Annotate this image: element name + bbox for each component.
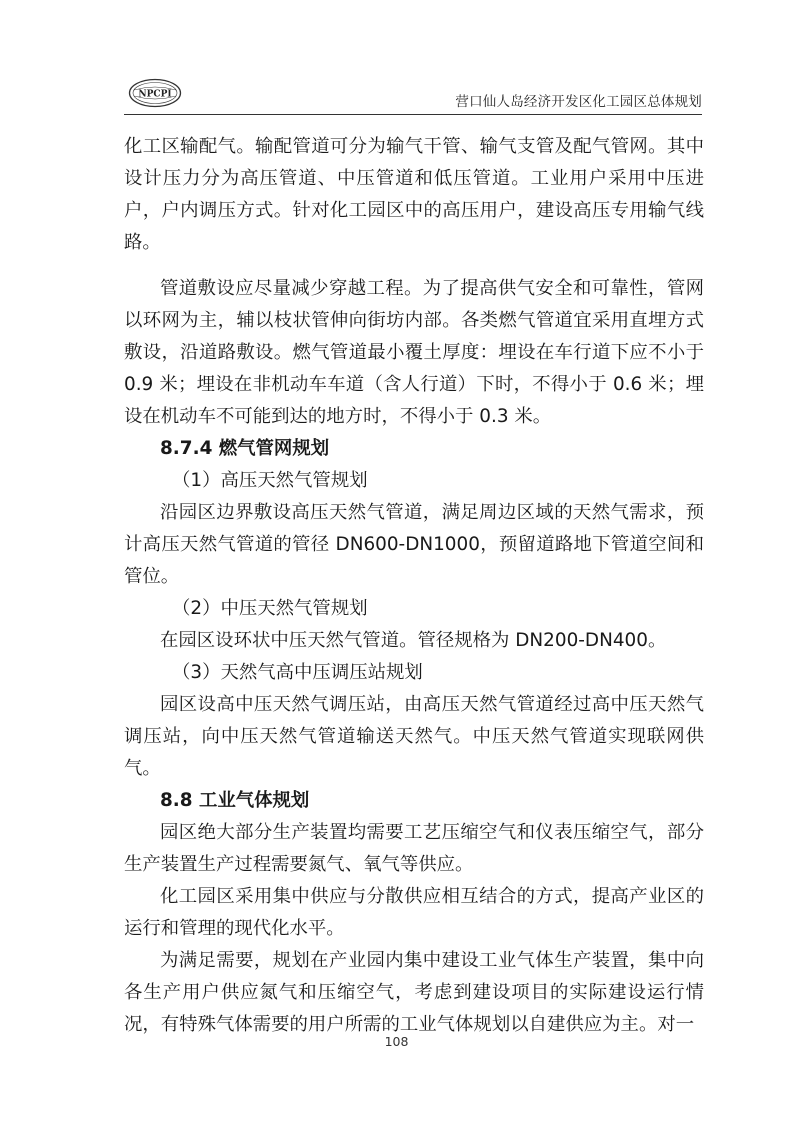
paragraph-supply-mode: 化工园区采用集中供应与分散供应相互结合的方式，提高产业区的运行和管理的现代化水平。 bbox=[124, 886, 704, 939]
subitem-high-pressure: （1）高压天然气管规划 bbox=[172, 470, 368, 491]
npcpi-logo bbox=[128, 78, 182, 108]
section-heading-gas-network: 8.7.4 燃气管网规划 bbox=[160, 438, 330, 459]
paragraph-high-pressure: 沿园区边界敷设高压天然气管道，满足周边区域的天然气需求，预计高压天然气管道的管径 DN600-DN1000，预留道路地下管道空间和管位。 bbox=[124, 502, 704, 587]
document-title: 营口仙人岛经济开发区化工园区总体规划 bbox=[455, 94, 702, 110]
subitem-regulator-station: （3）天然气高中压调压站规划 bbox=[172, 662, 423, 683]
paragraph-gas-plant: 为满足需要，规划在产业园内集中建设工业气体生产装置，集中向各生产用户供应氮气和压缩空气，考虑到建设项目的实际建设运行情况，有特殊气体需要的用户所需的工业气体规划以自建供应为主。对一 bbox=[124, 950, 704, 1035]
paragraph-gas-distribution: 化工区输配气。输配管道可分为输气干管、输气支管及配气管网。其中设计压力分为高压管道、中压管道和低压管道。工业用户采用中压进户，户内调压方式。针对化工园区中的高压用户，建设高压专用输气线路。 bbox=[124, 136, 704, 253]
paragraph-pipe-laying: 管道敷设应尽量减少穿越工程。为了提高供气安全和可靠性，管网以环网为主，辅以枝状管伸向街坊内部。各类燃气管道宜采用直埋方式敷设，沿道路敷设。燃气管道最小覆土厚度：埋设在车行道下应不小于0.9 米；埋设在非机动车车道（含人行道）下时，不得小于 0.6 米；埋设在机动车不可能到达的地方时，不得小于 0.3 米。 bbox=[124, 278, 704, 427]
page-header bbox=[124, 74, 702, 118]
paragraph-compressed-air: 园区绝大部分生产装置均需要工艺压缩空气和仪表压缩空气，部分生产装置生产过程需要氮气、氧气等供应。 bbox=[124, 822, 704, 875]
paragraph-medium-pressure: 在园区设环状中压天然气管道。管径规格为 DN200-DN400。 bbox=[160, 630, 667, 651]
page-number: 108 bbox=[384, 1034, 409, 1049]
page-body bbox=[124, 131, 704, 1041]
header-divider bbox=[124, 114, 702, 115]
paragraph-regulator-station: 园区设高中压天然气调压站，由高压天然气管道经过高中压天然气调压站，向中压天然气管道输送天然气。中压天然气管道实现联网供气。 bbox=[124, 694, 704, 779]
section-heading-industrial-gas: 8.8 工业气体规划 bbox=[160, 790, 310, 811]
logo-text: NPCPI bbox=[138, 89, 172, 100]
subitem-medium-pressure: （2）中压天然气管规划 bbox=[172, 598, 368, 619]
